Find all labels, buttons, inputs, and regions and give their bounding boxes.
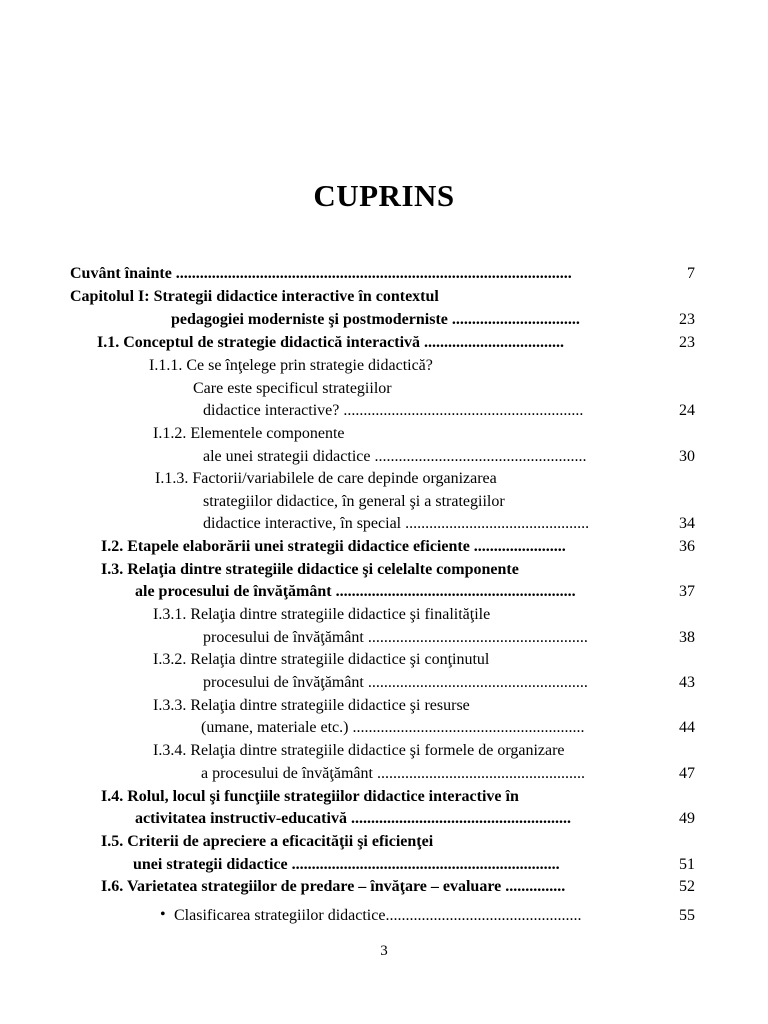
toc-entry-section-1-1-1-cont[interactable]: Care este specificul strategiilor bbox=[193, 380, 392, 397]
toc-entry-section-1-3-2-cont[interactable]: procesului de învăţământ ....................................................... bbox=[203, 674, 588, 691]
toc-entry-section-1-1-3-cont[interactable]: didactice interactive, în special .............................................. bbox=[203, 515, 590, 532]
toc-entry-section-1-1-3-cont[interactable]: strategiilor didactice, în general şi a strategiilor bbox=[203, 493, 505, 510]
toc-entry-section-1-3-4-cont[interactable]: a procesului de învăţământ .................................................... bbox=[201, 765, 585, 782]
toc-page-number: 7 bbox=[687, 265, 695, 282]
toc-entry-section-1-3-1[interactable]: I.3.1. Relaţia dintre strategiile didactice şi finalităţile bbox=[153, 606, 491, 623]
toc-page-number: 44 bbox=[679, 719, 695, 736]
toc-entry-section-1-1-2[interactable]: I.1.2. Elementele componente bbox=[153, 425, 345, 442]
toc-entry-section-1-4-cont[interactable]: activitatea instructiv-educativă ....................................................... bbox=[135, 810, 571, 827]
toc-entry-foreword[interactable]: Cuvânt înainte ................................................................................................... bbox=[70, 265, 572, 282]
toc-entry-chapter-1-cont[interactable]: pedagogiei moderniste şi postmoderniste ................................ bbox=[171, 311, 580, 328]
toc-entry-section-1-1-3[interactable]: I.1.3. Factorii/variabilele de care depinde organizarea bbox=[155, 470, 497, 487]
toc-page-number: 51 bbox=[679, 856, 695, 873]
toc-entry-bullet-classification[interactable]: Clasificarea strategiilor didactice................................................. bbox=[174, 907, 582, 924]
toc-entry-section-1-3-3[interactable]: I.3.3. Relaţia dintre strategiile didactice şi resurse bbox=[153, 697, 470, 714]
toc-entry-section-1-1-1[interactable]: I.1.1. Ce se înţelege prin strategie didactică? bbox=[149, 357, 433, 374]
toc-entry-section-1-1-1-cont[interactable]: didactice interactive? ............................................................ bbox=[203, 402, 584, 419]
toc-entry-section-1-4[interactable]: I.4. Rolul, locul şi funcţiile strategiilor didactice interactive în bbox=[101, 788, 519, 805]
toc-entry-section-1-3[interactable]: I.3. Relaţia dintre strategiile didactice şi celelalte componente bbox=[101, 561, 519, 578]
toc-entry-section-1-1-2-cont[interactable]: ale unei strategii didactice ..................................................... bbox=[203, 448, 587, 465]
toc-page-number: 23 bbox=[679, 311, 695, 328]
toc-page-number: 47 bbox=[679, 765, 695, 782]
page-title: CUPRINS bbox=[313, 178, 455, 213]
toc-entry-section-1-5[interactable]: I.5. Criterii de apreciere a eficacităţii şi eficienţei bbox=[101, 833, 434, 850]
toc-page-number: 49 bbox=[679, 810, 695, 827]
toc-entry-chapter-1[interactable]: Capitolul I: Strategii didactice interactive în contextul bbox=[70, 288, 439, 305]
toc-entry-section-1-6[interactable]: I.6. Varietatea strategiilor de predare – învăţare – evaluare ............... bbox=[101, 878, 566, 895]
toc-entry-section-1-2[interactable]: I.2. Etapele elaborării unei strategii didactice eficiente ....................... bbox=[101, 538, 566, 555]
toc-entry-section-1-5-cont[interactable]: unei strategii didactice ................................................................... bbox=[133, 856, 560, 873]
toc-entry-section-1-3-3-cont[interactable]: (umane, materiale etc.) .......................................................... bbox=[201, 719, 585, 736]
toc-page-number: 52 bbox=[679, 878, 695, 895]
toc-page-number: 43 bbox=[679, 674, 695, 691]
toc-entry-section-1-3-2[interactable]: I.3.2. Relaţia dintre strategiile didactice şi conţinutul bbox=[153, 651, 490, 668]
toc-entry-section-1-3-cont[interactable]: ale procesului de învăţământ ............................................................ bbox=[135, 583, 576, 600]
toc-page-number: 38 bbox=[679, 629, 695, 646]
toc-page-number: 34 bbox=[679, 515, 695, 532]
toc-entry-section-1-3-1-cont[interactable]: procesului de învăţământ ....................................................... bbox=[203, 629, 588, 646]
toc-page-number: 37 bbox=[679, 583, 695, 600]
toc-page-number: 55 bbox=[679, 907, 695, 924]
toc-page-number: 36 bbox=[679, 538, 695, 555]
toc-page-number: 30 bbox=[679, 448, 695, 465]
toc-page-number: 24 bbox=[679, 402, 695, 419]
toc-page-number: 23 bbox=[679, 334, 695, 351]
page-number: 3 bbox=[380, 943, 388, 959]
bullet-icon: • bbox=[160, 906, 166, 923]
toc-entry-section-1-1[interactable]: I.1. Conceptul de strategie didactică interactivă ................................... bbox=[97, 334, 565, 351]
toc-entry-section-1-3-4[interactable]: I.3.4. Relaţia dintre strategiile didactice şi formele de organizare bbox=[153, 742, 565, 759]
